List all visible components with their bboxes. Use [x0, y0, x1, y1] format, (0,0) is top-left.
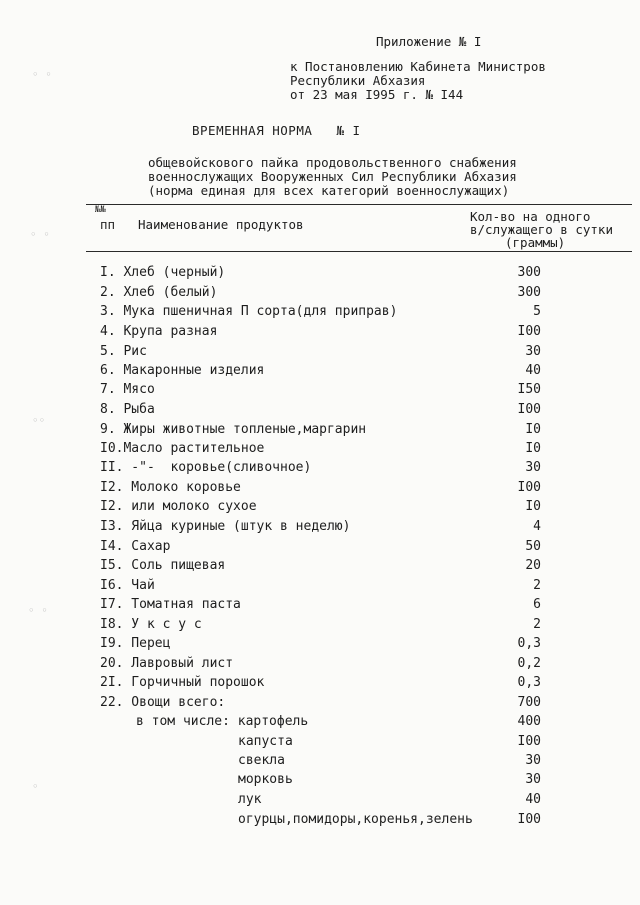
- table-row: [0, 499, 640, 518]
- decree-reference-line3: от 23 мая I995 г. № I44: [290, 87, 464, 102]
- product-name: I5. Соль пищевая: [100, 558, 226, 573]
- product-quantity: I00: [517, 480, 541, 495]
- product-quantity: I00: [517, 812, 541, 827]
- table-row: [0, 695, 640, 714]
- product-name: огурцы,помидоры,коренья,зелень: [238, 812, 473, 827]
- product-quantity: 0,3: [517, 636, 541, 651]
- table-top-rule: [86, 204, 632, 205]
- column-qty-header-line2: в/служащего в сутки: [470, 222, 613, 237]
- product-quantity: I0: [525, 422, 541, 437]
- product-quantity: 2: [533, 617, 541, 632]
- product-name: I8. У к с у с: [100, 617, 202, 632]
- product-quantity: 0,2: [517, 656, 541, 671]
- title-subline3: (норма единая для всех категорий военнослужащих): [148, 183, 510, 198]
- product-name: 8. Рыба: [100, 402, 155, 417]
- table-row: [0, 441, 640, 460]
- product-name: I4. Сахар: [100, 539, 171, 554]
- product-quantity: 300: [517, 285, 541, 300]
- product-quantity: 2: [533, 578, 541, 593]
- table-row: [0, 265, 640, 284]
- table-row: [0, 734, 640, 753]
- product-quantity: I0: [525, 441, 541, 456]
- document-title: ВРЕМЕННАЯ НОРМА № I: [192, 123, 361, 138]
- product-name: 7. Мясо: [100, 382, 155, 397]
- table-row: [0, 578, 640, 597]
- product-name: 2I. Горчичный порошок: [100, 675, 265, 690]
- table-row: [0, 597, 640, 616]
- column-qty-header-line1: Кол-во на одного: [470, 209, 591, 224]
- product-name: свекла: [238, 753, 285, 768]
- table-row: [0, 714, 640, 733]
- product-name: 6. Макаронные изделия: [100, 363, 265, 378]
- product-quantity: I50: [517, 382, 541, 397]
- scan-smudge: ◦◦: [32, 414, 46, 427]
- table-row: [0, 402, 640, 421]
- table-row: [0, 675, 640, 694]
- title-subline1: общевойскового пайка продовольственного снабжения: [148, 155, 517, 170]
- table-row: [0, 285, 640, 304]
- table-row: [0, 539, 640, 558]
- table-row: [0, 656, 640, 675]
- product-name: 3. Мука пшеничная П сорта(для приправ): [100, 304, 398, 319]
- product-quantity: I00: [517, 402, 541, 417]
- product-quantity: 30: [525, 460, 541, 475]
- product-name: 5. Рис: [100, 344, 147, 359]
- product-quantity: 40: [525, 363, 541, 378]
- product-quantity: 400: [517, 714, 541, 729]
- product-name: морковь: [238, 772, 293, 787]
- table-row: [0, 324, 640, 343]
- table-row: [0, 480, 640, 499]
- product-quantity: 20: [525, 558, 541, 573]
- product-quantity: 4: [533, 519, 541, 534]
- column-name-header: Наименование продуктов: [138, 217, 304, 232]
- table-row: [0, 558, 640, 577]
- table-row: [0, 772, 640, 791]
- product-name: лук: [238, 792, 262, 807]
- scan-smudge: ◦ ◦: [32, 68, 52, 81]
- product-name: I2. или молоко сухое: [100, 499, 257, 514]
- product-quantity: 30: [525, 344, 541, 359]
- product-quantity: 0,3: [517, 675, 541, 690]
- column-number-header: пп: [100, 217, 116, 232]
- product-quantity: 40: [525, 792, 541, 807]
- product-quantity: 30: [525, 772, 541, 787]
- product-quantity: 300: [517, 265, 541, 280]
- product-quantity: I0: [525, 499, 541, 514]
- product-name: 9. Жиры животные топленые,маргарин: [100, 422, 367, 437]
- table-row: [0, 636, 640, 655]
- scan-smudge: ◦ ◦: [28, 604, 48, 617]
- table-row: [0, 753, 640, 772]
- column-qty-header-line3: (граммы): [505, 235, 566, 250]
- product-quantity: 30: [525, 753, 541, 768]
- product-name: 22. Овощи всего:: [100, 695, 226, 710]
- table-row: [0, 422, 640, 441]
- product-name: 20. Лавровый лист: [100, 656, 234, 671]
- annex-label: Приложение № I: [376, 34, 482, 49]
- product-name: I2. Молоко коровье: [100, 480, 241, 495]
- table-row: [0, 363, 640, 382]
- product-quantity: I00: [517, 734, 541, 749]
- table-row: [0, 382, 640, 401]
- table-row: [0, 519, 640, 538]
- decree-reference-line1: к Постановлению Кабинета Министров: [290, 59, 546, 74]
- table-row: [0, 812, 640, 831]
- decree-reference-line2: Республики Абхазия: [290, 73, 426, 88]
- product-name: I0.Масло растительное: [100, 441, 265, 456]
- table-row: [0, 792, 640, 811]
- table-row: [0, 344, 640, 363]
- product-name: I9. Перец: [100, 636, 171, 651]
- product-quantity: 5: [533, 304, 541, 319]
- column-number-mark: №№: [95, 205, 106, 215]
- product-name: 4. Крупа разная: [100, 324, 218, 339]
- product-name: I7. Томатная паста: [100, 597, 241, 612]
- product-name: I. Хлеб (черный): [100, 265, 226, 280]
- product-name: I6. Чай: [100, 578, 155, 593]
- table-row: [0, 304, 640, 323]
- product-quantity: 6: [533, 597, 541, 612]
- table-row: [0, 617, 640, 636]
- product-name: капуста: [238, 734, 293, 749]
- scan-smudge: ◦ ◦: [30, 228, 50, 241]
- product-quantity: 700: [517, 695, 541, 710]
- product-name: 2. Хлеб (белый): [100, 285, 218, 300]
- product-name: II. -"- коровье(сливочное): [100, 460, 312, 475]
- product-quantity: I00: [517, 324, 541, 339]
- product-name: в том числе: картофель: [136, 714, 309, 729]
- table-row: [0, 460, 640, 479]
- product-quantity: 50: [525, 539, 541, 554]
- product-name: I3. Яйца куриные (штук в неделю): [100, 519, 351, 534]
- title-subline2: военнослужащих Вооруженных Сил Республики Абхазия: [148, 169, 517, 184]
- scan-smudge: ◦: [32, 780, 39, 793]
- table-header-rule: [86, 251, 632, 252]
